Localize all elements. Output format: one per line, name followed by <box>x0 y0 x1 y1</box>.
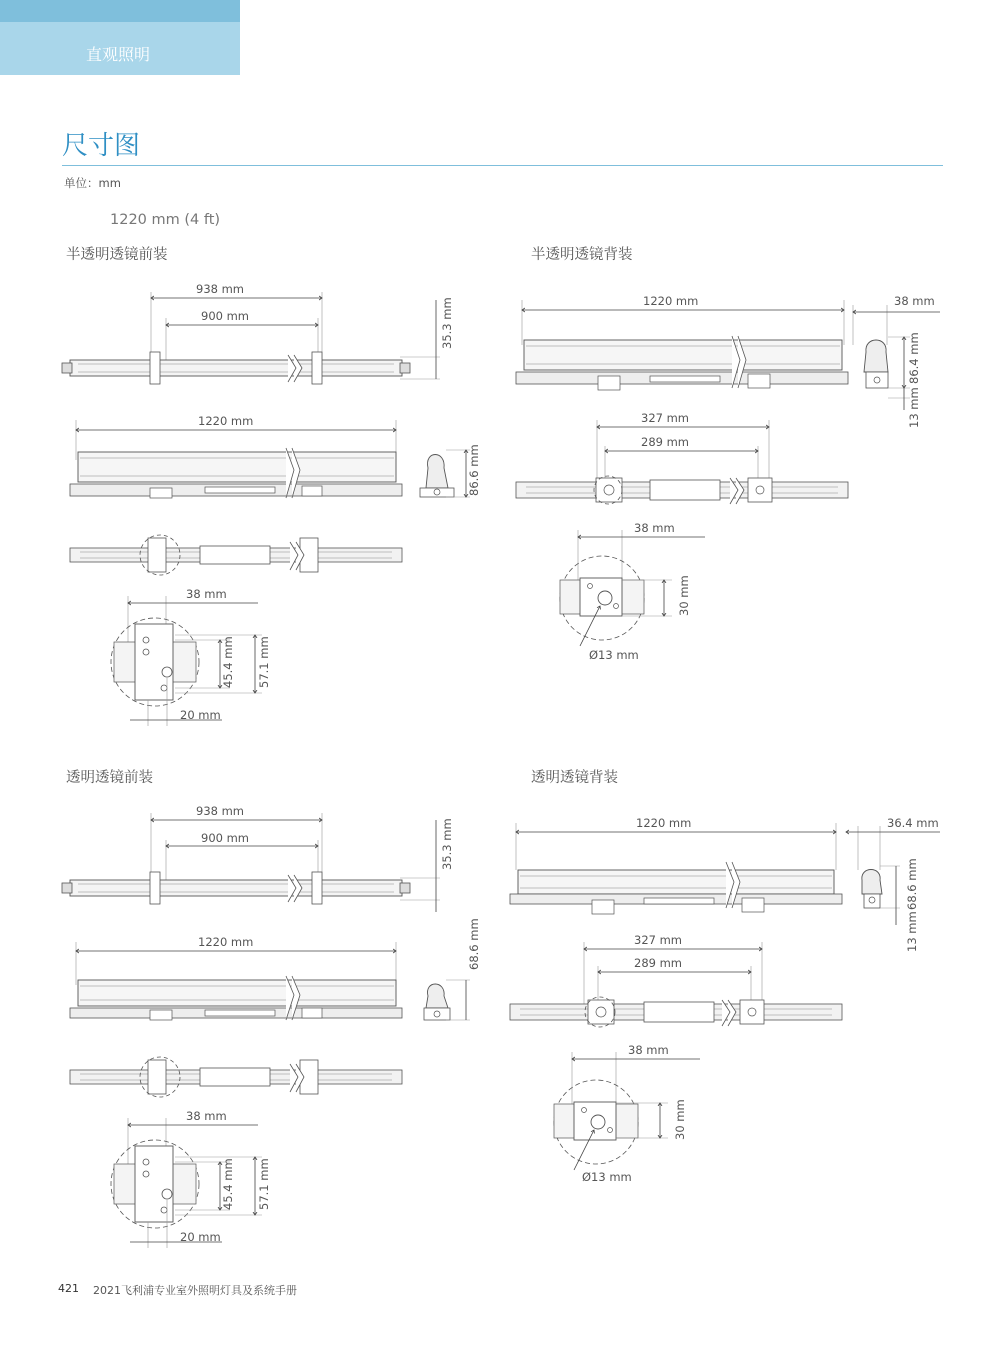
dim-bracket-327: 327 mm <box>641 411 690 425</box>
dim-hole-offset: 20 mm <box>180 708 221 722</box>
dim-height-side: 68.6 mm <box>467 918 481 970</box>
dim-height-side: 86.6 mm <box>467 444 481 496</box>
header-tab-label: 直观照明 <box>86 45 151 64</box>
dim-900: 900 mm <box>201 831 250 845</box>
dim-end-base: 13 mm <box>907 387 921 428</box>
section-title-translucent-back: 半透明透镜背装 <box>531 247 633 263</box>
dim-end-width: 36.4 mm <box>887 816 939 830</box>
translucent-front-bottom-view <box>70 535 402 575</box>
unit-note: 单位：mm <box>64 176 121 190</box>
translucent-back-hole-detail <box>560 521 705 662</box>
footer-text: 2021飞利浦专业室外照明灯具及系统手册 <box>93 1284 297 1297</box>
section-title-translucent-front: 半透明透镜前装 <box>66 247 168 263</box>
dim-hole-spacing: 45.4 mm <box>221 636 235 688</box>
clear-back-bottom-view <box>510 933 842 1027</box>
clear-front-bracket-detail <box>111 1109 271 1248</box>
clear-back-side-view <box>510 816 842 914</box>
dim-bracket-height: 57.1 mm <box>257 1158 271 1210</box>
clear-front-side-view <box>70 918 481 1020</box>
dim-900: 900 mm <box>201 309 250 323</box>
dim-bracket-height: 57.1 mm <box>257 636 271 688</box>
dim-bracket-289: 289 mm <box>634 956 683 970</box>
dim-938: 938 mm <box>196 282 245 296</box>
dim-bracket-width: 38 mm <box>186 1109 227 1123</box>
translucent-back-bottom-view <box>516 411 848 504</box>
dim-length: 1220 mm <box>636 816 692 830</box>
dim-length: 1220 mm <box>198 414 254 428</box>
dim-hole-spacing: 45.4 mm <box>221 1158 235 1210</box>
dim-hole-diameter: Ø13 mm <box>582 1170 632 1184</box>
dim-end-height: 68.6 mm <box>905 858 919 910</box>
translucent-back-side-view <box>516 294 848 390</box>
clear-front-top-view <box>62 804 454 912</box>
clear-back-hole-detail <box>554 1043 700 1184</box>
dim-bracket-327: 327 mm <box>634 933 683 947</box>
clear-back-end-view <box>846 816 940 952</box>
dim-bracket-width: 38 mm <box>186 587 227 601</box>
page-number: 421 <box>58 1282 79 1295</box>
clear-front-bottom-view <box>70 1057 402 1097</box>
page-title: 尺寸图 <box>62 131 141 161</box>
dim-end-base: 13 mm <box>905 911 919 952</box>
translucent-back-end-view <box>853 294 940 428</box>
dim-35-3: 35.3 mm <box>440 818 454 870</box>
dim-hole-offset: 20 mm <box>180 1230 221 1244</box>
dim-length: 1220 mm <box>198 935 254 949</box>
dim-detail-width: 38 mm <box>634 521 675 535</box>
dim-detail-width: 38 mm <box>628 1043 669 1057</box>
size-heading: 1220 mm (4 ft) <box>110 212 221 228</box>
dim-hole-diameter: Ø13 mm <box>589 648 639 662</box>
dim-35-3: 35.3 mm <box>440 297 454 349</box>
translucent-front-bracket-detail <box>111 587 271 726</box>
dim-end-width: 38 mm <box>894 294 935 308</box>
dim-end-height: 86.4 mm <box>907 332 921 384</box>
dim-detail-height: 30 mm <box>673 1099 687 1140</box>
dim-length: 1220 mm <box>643 294 699 308</box>
dim-938: 938 mm <box>196 804 245 818</box>
dim-bracket-289: 289 mm <box>641 435 690 449</box>
section-title-clear-back: 透明透镜背装 <box>531 770 618 786</box>
translucent-front-top-view <box>62 282 454 384</box>
translucent-front-side-view <box>70 414 481 498</box>
dim-detail-height: 30 mm <box>677 575 691 616</box>
section-title-clear-front: 透明透镜前装 <box>66 770 153 786</box>
